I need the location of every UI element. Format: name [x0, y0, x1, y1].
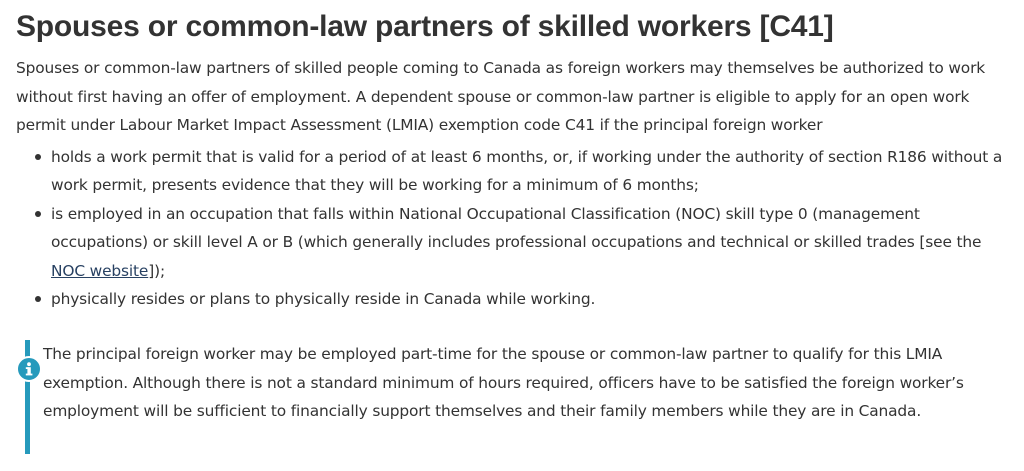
- eligibility-criteria-list: [16, 143, 1016, 314]
- info-callout: [16, 340, 1006, 454]
- list-item: [51, 143, 1016, 200]
- info-icon: [16, 356, 42, 382]
- list-item: [51, 285, 1016, 314]
- content-section: [16, 0, 1016, 314]
- criteria-text: ]);: [148, 261, 165, 280]
- page-title: Spouses or common-law partners of skilled workers [C41]: [16, 10, 834, 43]
- noc-website-link[interactable]: NOC website: [51, 261, 149, 280]
- intro-paragraph: Spouses or common-law partners of skilled people coming to Canada as foreign workers may themselves be authorized to work without first having an offer of employment. A dependent spouse or common-law partner is eligible to apply for an open work permit under Labour Market Impact Assessment (LMIA) exemption code C41 if the principal foreign worker: [16, 59, 986, 134]
- criteria-text: is employed in an occupation that falls within National Occupational Classification (NOC) skill type 0 (management occupations) or skill level A or B (which generally includes professional occupations and technical or skilled trades [see the: [51, 204, 982, 251]
- list-item: [51, 200, 1016, 286]
- criteria-text: holds a work permit that is valid for a period of at least 6 months, or, if working under the authority of section R186 without a work permit, presents evidence that they will be working for a minimum of 6 months;: [51, 147, 1003, 194]
- criteria-text: physically resides or plans to physically reside in Canada while working.: [51, 290, 596, 308]
- callout-text: The principal foreign worker may be employed part-time for the spouse or common-law partner to qualify for this LMIA exemption. Although there is not a standard minimum of hours required, officers have to be satisfied the foreign worker’s employment will be sufficient to financially support themselves and their family members while they are in Canada.: [43, 345, 964, 420]
